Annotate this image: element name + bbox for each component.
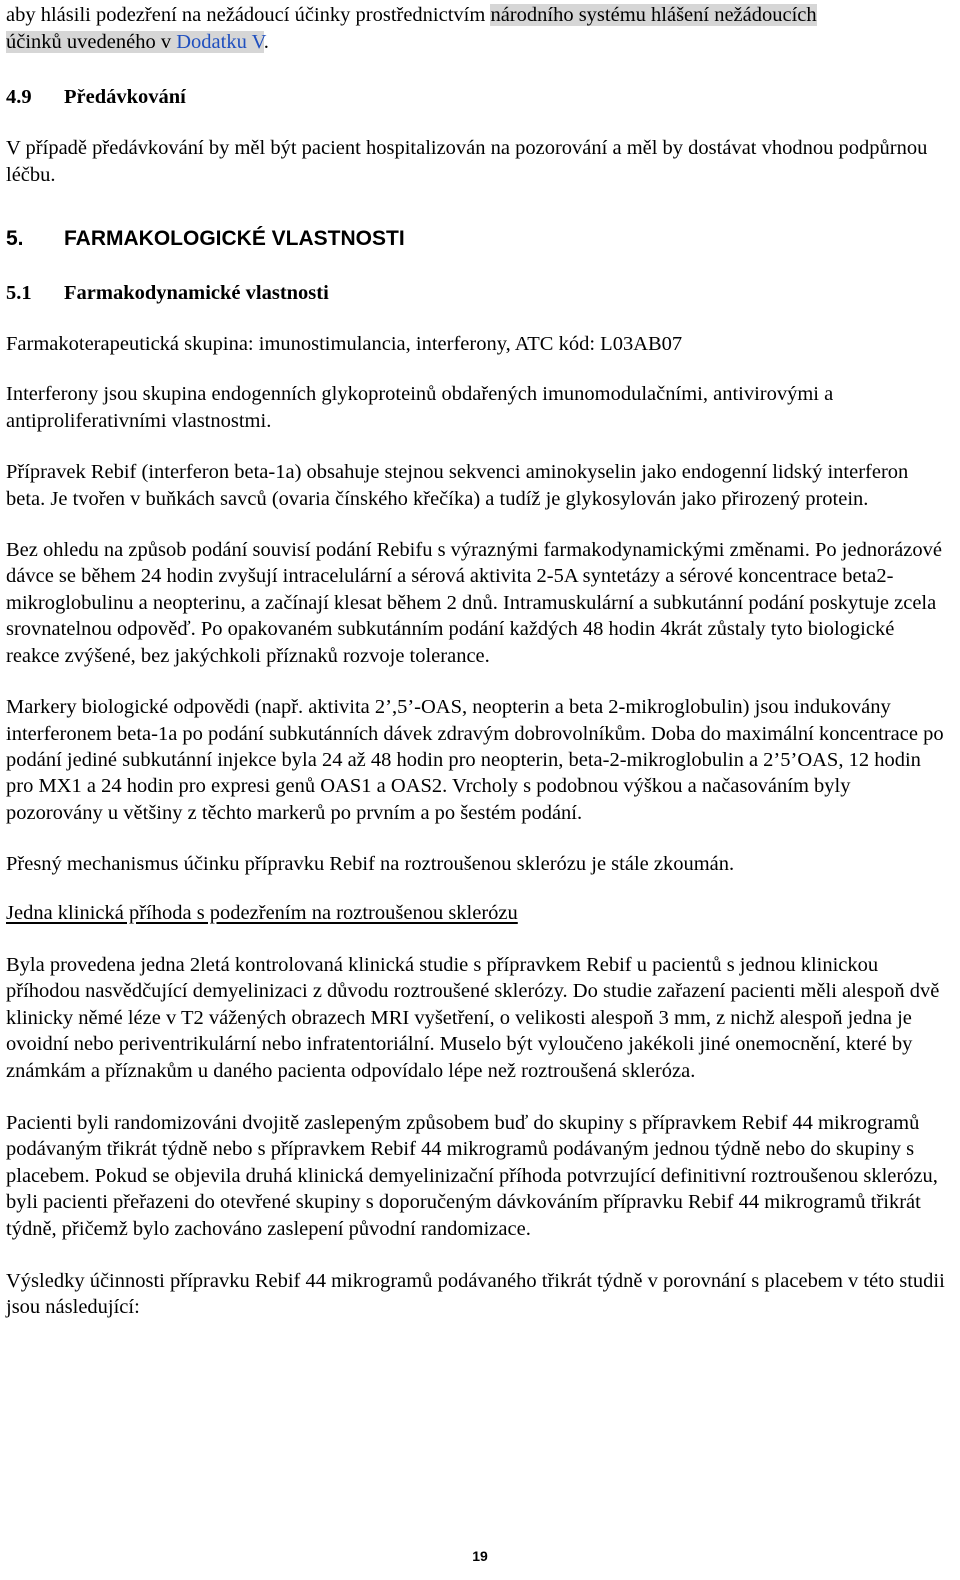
paragraph: Byla provedena jedna 2letá kontrolovaná klinická studie s přípravkem Rebif u pacientů s jednou klinickou příhodou nasvědčující demyelinizaci z důvodu roztroušené sklerózy. Do studie zařazení pacienti měli alespoň dvě klinicky němé léze v T2 vážených obrazech MRI vyšetření, o velikosti alespoň 3 mm, z nichž alespoň jedna je ovoidní nebo periventrikulární nebo infratentoriální. Muselo být vyloučeno jakékoli jiné onemocnění, které by známkám a příznakům u daného pacienta odpovídalo lépe než roztroušená skleróza. [6, 953, 940, 1082]
paragraph: Farmakoterapeutická skupina: imunostimulancia, interferony, ATC kód: L03AB07 [6, 333, 683, 356]
paragraph: Výsledky účinnosti přípravku Rebif 44 mikrogramů podávaného třikrát týdně v porovnání s placebem v této studii jsou následující: [6, 1270, 945, 1319]
paragraph: Bez ohledu na způsob podání souvisí podání Rebifu s výraznými farmakodynamickými změnami. Po jednorázové dávce se během 24 hodin zvyšují intracelulární a sérová aktivita 2-5A syntetázy a sérové koncentrace beta2-mikroglobulinu a neopterinu, a začínají klesat během 2 dnů. Intramuskulární a subkutánní podání poskytuje zcela srovnatelnou odpověď. Po opakovaném subkutánním podání každých 48 hodin 4krát zůstaly tyto biologické reakce zvýšené, bez jakýchkoli příznaků rozvoje tolerance. [6, 539, 942, 667]
section-title: FARMAKOLOGICKÉ VLASTNOSTI [64, 227, 405, 251]
paragraph: Markery biologické odpovědi (např. aktivita 2’,5’-OAS, neopterin a beta 2-mikroglobulin) jsou indukovány interferonem beta-1a po podání subkutánních dávek zdravým dobrovolníkům. Doba do maximální koncentrace po podání jediné subkutánní injekce byla 24 až 48 hodin pro neopterin, beta-2-mikroglobulin a 2’5’OAS, 12 hodin pro MX1 a 24 hodin pro expresi genů OAS1 a OAS2. Vrcholy s podobnou výškou a načasováním byly pozorovány u většiny z těchto markerů po prvním a po šestém podání. [6, 696, 944, 824]
paragraph: Přesný mechanismus účinku přípravku Rebif na roztroušenou sklerózu je stále zkoumán. [6, 853, 735, 876]
section-title: Farmakodynamické vlastnosti [64, 281, 329, 304]
intro-text: aby hlásili podezření na nežádoucí účinky prostřednictvím [6, 4, 491, 26]
section-heading-4-9 [6, 84, 950, 110]
subsection-title: Jedna klinická příhoda s podezřením na roztroušenou sklerózu [6, 901, 518, 924]
overdose-paragraph: V případě předávkování by měl být pacient hospitalizován na pozorování a měl by dostávat vhodnou podpůrnou léčbu. [6, 137, 928, 186]
reporting-system-highlight: národního systému hlášení nežádoucích [490, 4, 817, 26]
section-number: 5.1 [6, 281, 32, 304]
section-number: 5. [6, 227, 24, 251]
paragraph: Interferony jsou skupina endogenních glykoproteinů obdařených imunomodulačními, antivirovými a antiproliferativními vlastnostmi. [6, 383, 834, 432]
intro-period: . [263, 31, 269, 53]
section-number: 4.9 [6, 86, 32, 108]
section-title: Předávkování [64, 86, 186, 108]
document-page [6, 2, 950, 1321]
highlight-prefix: účinků uvedeného v [6, 31, 177, 53]
section-heading-5 [6, 226, 950, 252]
intro-paragraph [6, 2, 950, 56]
appendix-v-link[interactable]: Dodatku V [176, 31, 264, 53]
paragraph: Přípravek Rebif (interferon beta-1a) obsahuje stejnou sekvenci aminokyselin jako endogenní lidský interferon beta. Je tvořen v buňkách savců (ovaria čínského křečíka) a tudíž je glykosylován jako přirozený protein. [6, 461, 909, 510]
page-number: 19 [472, 1548, 488, 1564]
paragraph: Pacienti byli randomizováni dvojitě zaslepeným způsobem buď do skupiny s přípravkem Rebif 44 mikrogramů podávaným třikrát týdně nebo s přípravkem Rebif 44 mikrogramů podávaným jednou týdně nebo do skupiny s placebem. Pokud se objevila druhá klinická demyelinizační příhoda potvrzující definitivní roztroušenou sklerózu, byli pacienti přeřazeni do otevřené skupiny s doporučeným dávkováním přípravku Rebif 44 mikrogramů třikrát týdně, přičemž bylo zachováno zaslepení původní randomizace. [6, 1111, 938, 1240]
reporting-system-highlight-2 [6, 31, 264, 53]
section-heading-5-1 [6, 280, 950, 306]
